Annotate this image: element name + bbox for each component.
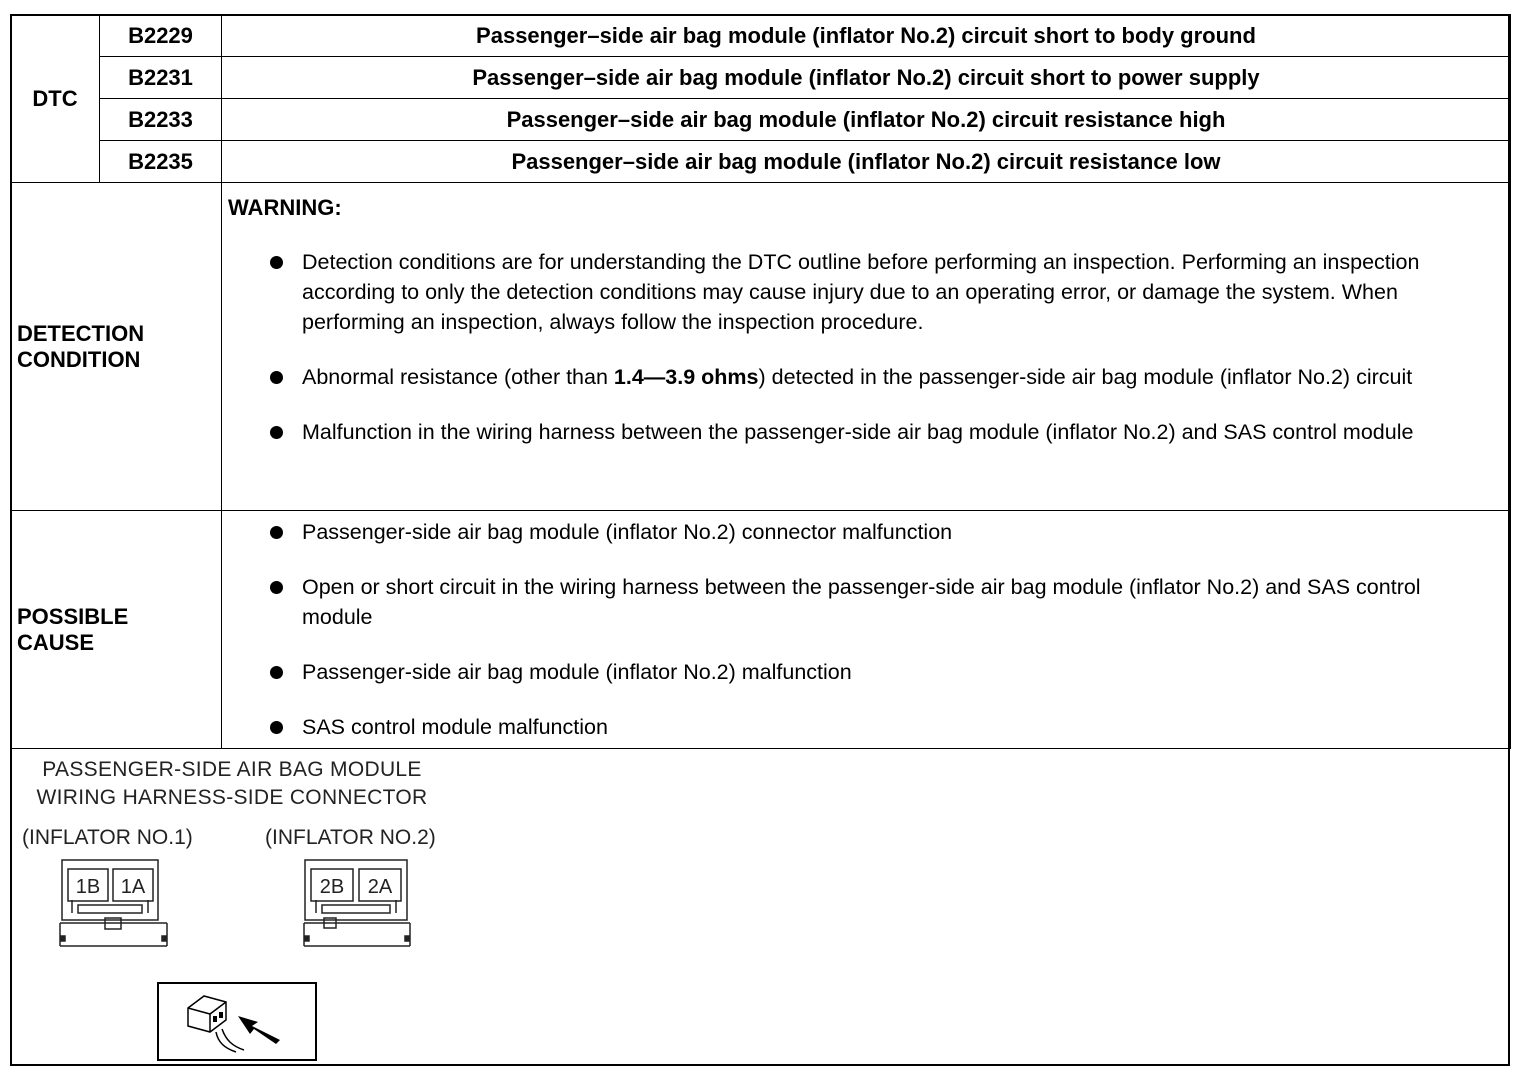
- connector2-caption: (INFLATOR NO.2): [265, 826, 436, 849]
- dtc-description: Passenger–side air bag module (inflator No.2) circuit resistance high: [222, 99, 1511, 141]
- detection-condition-row: [11, 183, 1511, 511]
- bullet-icon: [270, 581, 283, 594]
- dtc-row: [11, 57, 1511, 99]
- detection-bullet-list: [222, 247, 1510, 447]
- connector1-caption: (INFLATOR NO.1): [22, 826, 193, 849]
- dtc-row: [11, 141, 1511, 183]
- possible-cause-content: [222, 511, 1511, 749]
- cause-label-line2: CAUSE: [17, 629, 95, 655]
- dtc-code: B2235: [100, 141, 222, 183]
- list-item: [302, 247, 1510, 337]
- bullet-icon: [270, 371, 283, 384]
- possible-cause-row: [11, 511, 1511, 749]
- cause-bullet-list: [222, 517, 1510, 742]
- connector-diagram: [12, 750, 1508, 1064]
- warning-title: WARNING:: [228, 195, 342, 220]
- dtc-row: [11, 99, 1511, 141]
- bullet-icon: [270, 426, 283, 439]
- dtc-description: Passenger–side air bag module (inflator No.2) circuit short to body ground: [222, 15, 1511, 57]
- dtc-row: [11, 15, 1511, 57]
- detection-condition-label: [11, 183, 222, 511]
- detection-label-line2: CONDITION: [17, 346, 141, 372]
- pin-label: 1A: [120, 876, 146, 898]
- bullet-text: Passenger-side air bag module (inflator No.2) malfunction: [302, 660, 852, 684]
- dtc-table: [10, 14, 1511, 749]
- list-item: [302, 417, 1510, 447]
- bullet-icon: [270, 256, 283, 269]
- bullet-text: Abnormal resistance (other than: [302, 365, 614, 389]
- dtc-code: B2229: [100, 15, 222, 57]
- bullet-icon: [270, 666, 283, 679]
- bullet-text: SAS control module malfunction: [302, 715, 608, 739]
- list-item: [302, 362, 1510, 392]
- pin-label: 2B: [319, 876, 345, 898]
- detection-condition-content: [222, 183, 1511, 511]
- dtc-description: Passenger–side air bag module (inflator No.2) circuit short to power supply: [222, 57, 1511, 99]
- resistance-range: 1.4—3.9 ohms: [613, 365, 759, 389]
- dtc-code: B2231: [100, 57, 222, 99]
- connector-figure: [12, 750, 1508, 1064]
- bullet-text: Malfunction in the wiring harness between the passenger-side air bag module (inflator No.2) and SAS control module: [302, 420, 1414, 444]
- figure-title-line2: WIRING HARNESS-SIDE CONNECTOR: [36, 786, 428, 809]
- bullet-text: ) detected in the passenger-side air bag module (inflator No.2) circuit: [758, 365, 1413, 389]
- pin-label: 1B: [75, 876, 101, 898]
- dtc-code: B2233: [100, 99, 222, 141]
- dtc-label: DTC: [11, 15, 100, 183]
- list-item: [302, 657, 1510, 687]
- connector1-icon: [60, 860, 167, 946]
- figure-title-line1: PASSENGER-SIDE AIR BAG MODULE: [42, 758, 422, 781]
- bullet-text: Open or short circuit in the wiring harness between the passenger-side air bag module (inflator No.2) and SAS control module: [302, 575, 1421, 629]
- bullet-icon: [270, 721, 283, 734]
- connector2-icon: [304, 860, 410, 946]
- harness-side-view-icon: [158, 983, 316, 1060]
- list-item: [302, 712, 1510, 742]
- cause-label-line1: POSSIBLE: [17, 603, 129, 629]
- list-item: [302, 517, 1510, 547]
- list-item: [302, 572, 1510, 632]
- possible-cause-label: [11, 511, 222, 749]
- pin-label: 2A: [367, 876, 393, 898]
- dtc-description: Passenger–side air bag module (inflator No.2) circuit resistance low: [222, 141, 1511, 183]
- bullet-text: Detection conditions are for understanding the DTC outline before performing an inspection. Performing an inspection according to only the detection conditions may cause injury due to an operating error, or damage the system. When performing an inspection, always follow the inspection procedure.: [302, 250, 1420, 334]
- bullet-icon: [270, 526, 283, 539]
- detection-label-line1: DETECTION: [17, 320, 145, 346]
- bullet-text: Passenger-side air bag module (inflator No.2) connector malfunction: [302, 520, 953, 544]
